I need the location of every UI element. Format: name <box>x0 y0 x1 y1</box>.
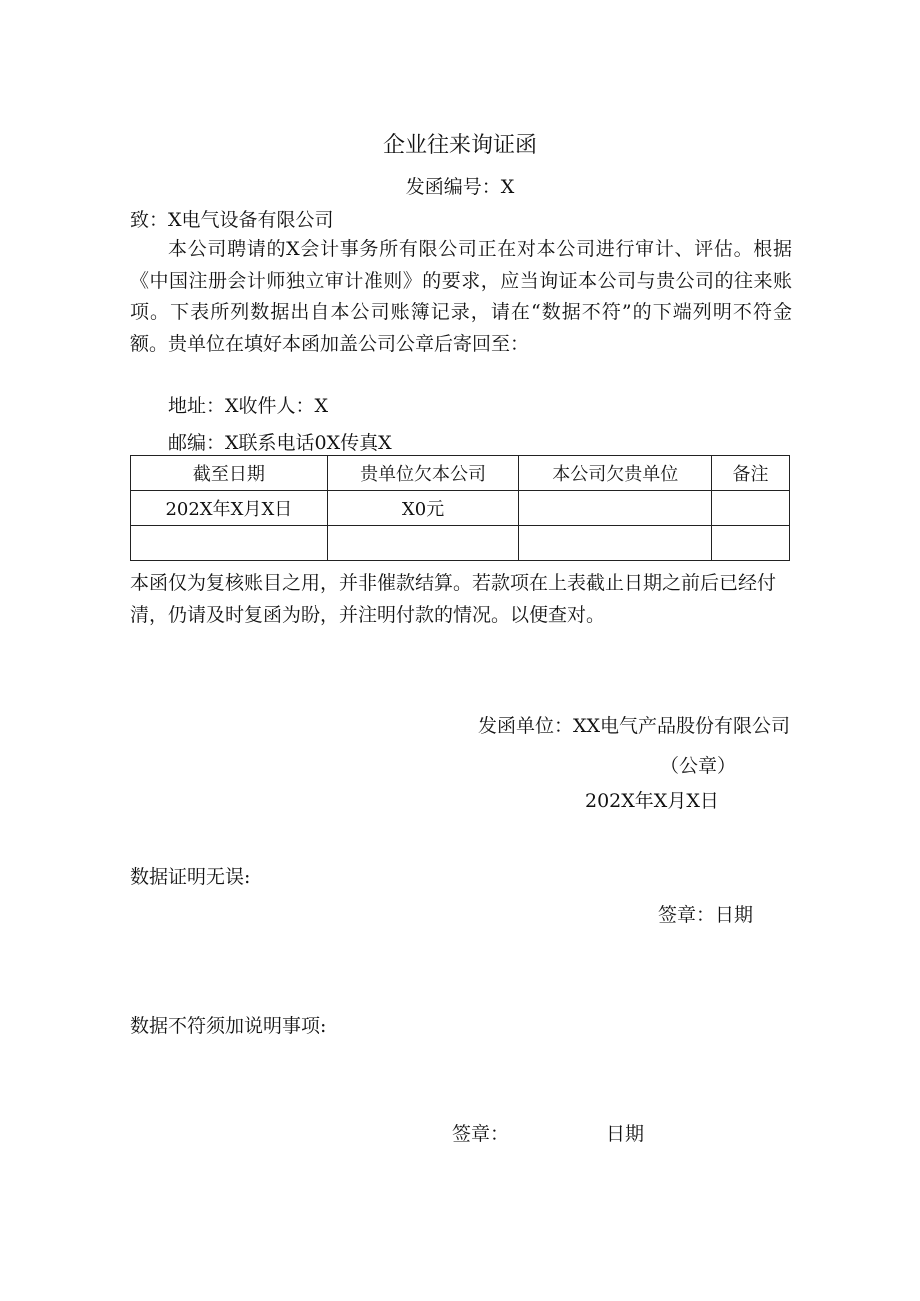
recipient-line: 致：X电气设备有限公司 <box>130 209 334 231</box>
address-line: 地址：X收件人：X <box>168 395 329 417</box>
table-cell <box>712 491 790 526</box>
table-cell: 202X年X月X日 <box>131 491 328 526</box>
header-owed-to-us: 贵单位欠本公司 <box>327 456 519 491</box>
issue-date: 202X年X月X日 <box>585 790 719 812</box>
header-we-owe: 本公司欠贵单位 <box>519 456 712 491</box>
postal-contact-line: 邮编：X联系电话0X传真X <box>168 432 392 454</box>
header-cutoff-date: 截至日期 <box>131 456 328 491</box>
signature-label-2: 签章： <box>452 1123 510 1145</box>
table-cell <box>712 526 790 561</box>
balance-table <box>130 455 790 561</box>
issuer-line: 发函单位：XX电气产品股份有限公司 <box>477 715 790 737</box>
table-row <box>131 491 790 526</box>
header-remarks: 备注 <box>712 456 790 491</box>
table-cell <box>519 491 712 526</box>
table-header-row <box>131 456 790 491</box>
table-cell: X0元 <box>327 491 519 526</box>
table-cell <box>131 526 328 561</box>
table-cell <box>327 526 519 561</box>
seal-label: （公章） <box>660 755 737 777</box>
document-number: 发函编号：X <box>405 176 515 198</box>
signature-date-1: 签章：日期 <box>658 904 754 926</box>
note-paragraph: 本函仅为复核账目之用，并非催款结算。若款项在上表截止日期之前后已经付清，仍请及时复函为盼，并注明付款的情况。以便查对。 <box>130 572 777 626</box>
table-row <box>131 526 790 561</box>
page-title: 企业往来询证函 <box>382 133 537 158</box>
table-cell <box>519 526 712 561</box>
body-paragraph: 本公司聘请的X会计事务所有限公司正在对本公司进行审计、评估。根据《中国注册会计师独立审计准则》的要求，应当询证本公司与贵公司的往来账项。下表所列数据出自本公司账簿记录，请在“数据不符”的下端列明不符金额。贵单位在填好本函加盖公司公章后寄回至： <box>130 238 792 355</box>
date-label-2: 日期 <box>606 1123 645 1145</box>
mismatch-explanation-label: 数据不符须加说明事项: <box>130 1015 327 1037</box>
confirm-correct-label: 数据证明无误: <box>130 866 251 888</box>
